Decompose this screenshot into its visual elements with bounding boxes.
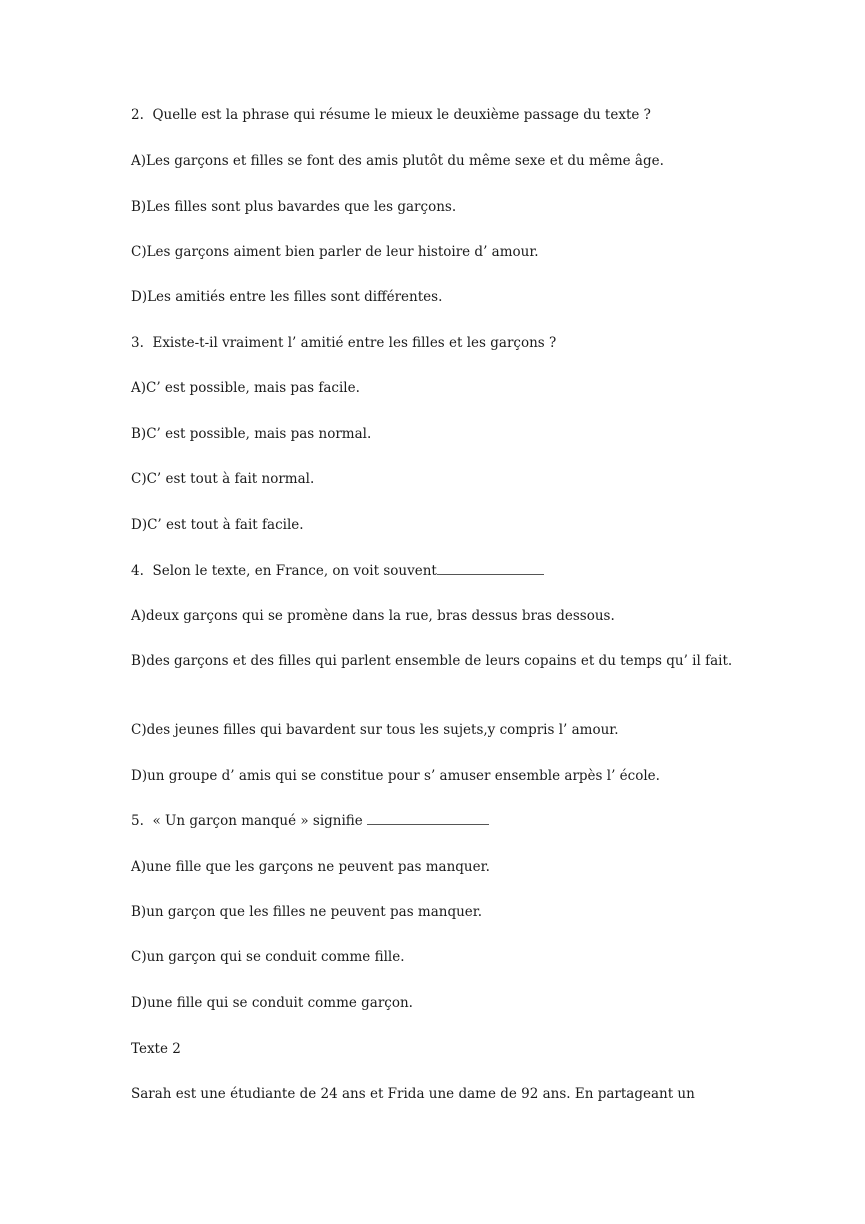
question-2-option-b: B)Les filles sont plus bavardes que les garçons. (131, 199, 457, 215)
question-5-option-c: C)un garçon qui se conduit comme fille. (131, 949, 405, 965)
question-3-option-b: B)C’ est possible, mais pas normal. (131, 426, 372, 442)
question-4-option-d: D)un groupe d’ amis qui se constitue pour s’ amuser ensemble arpès l’ école. (131, 768, 660, 784)
question-4-option-b: B)des garçons et des filles qui parlent ensemble de leurs copains et du temps qu’ il fait. (131, 653, 733, 669)
question-3-option-a: A)C’ est possible, mais pas facile. (131, 380, 360, 396)
text-2-opening: Sarah est une étudiante de 24 ans et Frida une dame de 92 ans. En partageant un (131, 1086, 695, 1102)
text-2-heading: Texte 2 (131, 1041, 181, 1057)
question-2-option-d: D)Les amitiés entre les filles sont différentes. (131, 289, 443, 305)
question-5-line (131, 810, 736, 833)
question-3-option-d: D)C’ est tout à fait facile. (131, 517, 304, 533)
answer-blank (437, 560, 544, 575)
question-5-option-b: B)un garçon que les filles ne peuvent pas manquer. (131, 904, 483, 920)
question-4-option-a: A)deux garçons qui se promène dans la rue, bras dessus bras dessous. (131, 608, 615, 624)
question-5-option-a: A)une fille que les garçons ne peuvent pas manquer. (131, 859, 490, 875)
question-4-option-c: C)des jeunes filles qui bavardent sur tous les sujets,y compris l’ amour. (131, 722, 619, 738)
question-3-option-c: C)C’ est tout à fait normal. (131, 471, 315, 487)
question-3-prompt: 3. Existe-t-il vraiment l’ amitié entre les filles et les garçons ? (131, 335, 557, 351)
answer-blank (367, 810, 489, 825)
question-4-prompt: 4. Selon le texte, en France, on voit souvent (131, 563, 437, 579)
question-2-option-a: A)Les garçons et filles se font des amis plutôt du même sexe et du même âge. (131, 153, 664, 169)
question-2-prompt: 2. Quelle est la phrase qui résume le mieux le deuxième passage du texte ? (131, 107, 651, 123)
question-2-option-c: C)Les garçons aiment bien parler de leur histoire d’ amour. (131, 244, 539, 260)
question-5-prompt: 5. « Un garçon manqué » signifie (131, 813, 363, 829)
question-5-option-d: D)une fille qui se conduit comme garçon. (131, 995, 413, 1011)
question-4-line (131, 560, 736, 583)
